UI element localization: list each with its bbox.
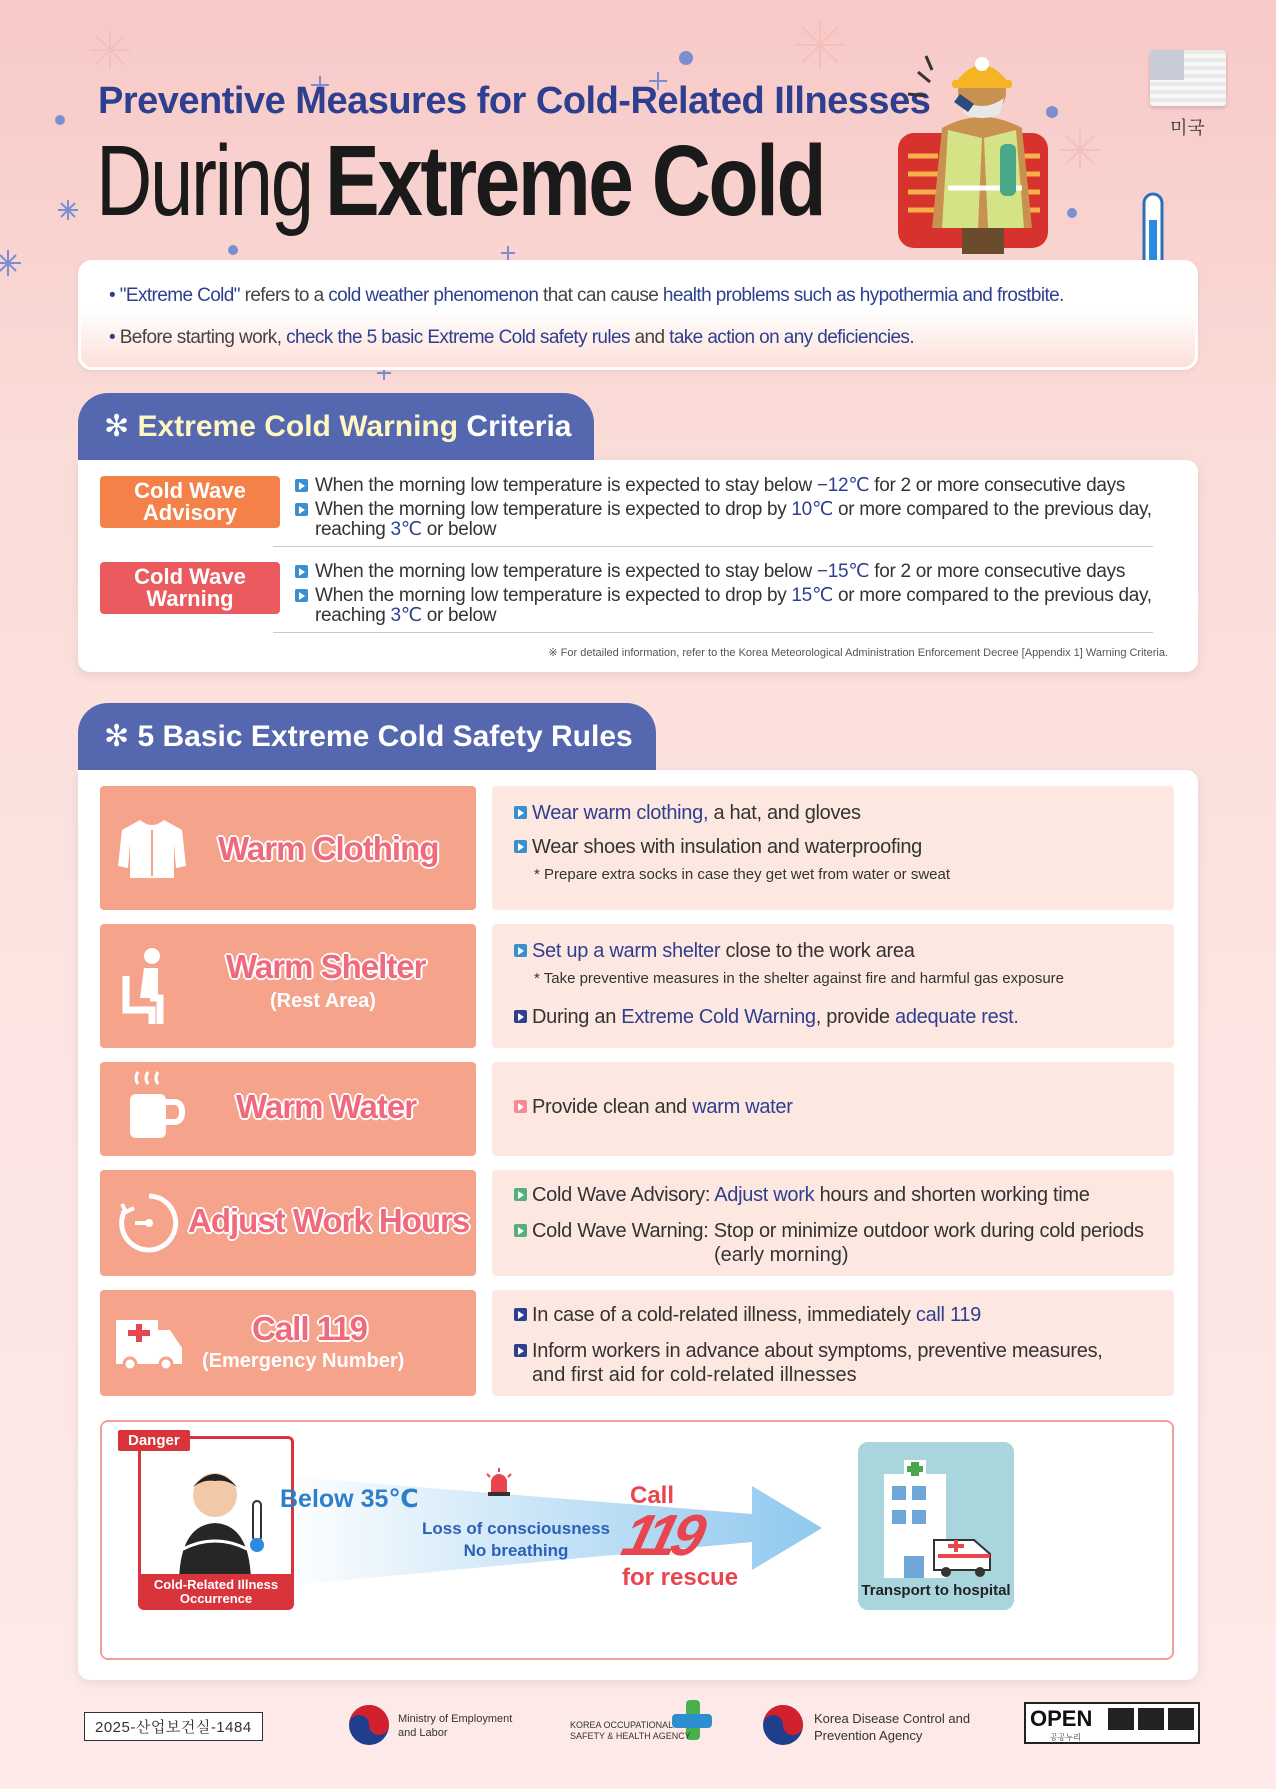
snowflake-icon: ✻ bbox=[104, 720, 130, 753]
mug-icon bbox=[126, 1070, 186, 1146]
hospital-box bbox=[858, 1442, 1014, 1610]
rule-warm-clothing bbox=[100, 786, 476, 910]
advisory-badge bbox=[100, 476, 280, 528]
rules-panel bbox=[78, 770, 1198, 1680]
header-title-light: During bbox=[96, 125, 312, 237]
shivering-person-icon bbox=[165, 1465, 275, 1585]
rule-call-119 bbox=[100, 1290, 476, 1396]
rule-call-119-details bbox=[492, 1290, 1174, 1396]
warning-label: Warning bbox=[146, 586, 234, 611]
list-item: Wear warm clothing, a hat, and gloves bbox=[514, 802, 861, 825]
jacket-icon bbox=[116, 816, 188, 878]
list-item: When the morning low temperature is expected to stay below −15℃ for 2 or more consecutive days bbox=[295, 562, 1152, 582]
rule-title: Adjust Work Hours bbox=[188, 1202, 470, 1239]
warning-criteria bbox=[295, 562, 1152, 626]
criteria-tab-title-suffix: Criteria bbox=[458, 410, 572, 443]
list-item: Provide clean and warm water bbox=[514, 1096, 793, 1119]
emergency-flow bbox=[100, 1420, 1174, 1660]
temperature-threshold: Below 35℃ bbox=[280, 1485, 419, 1513]
license-noderivs-icon bbox=[1168, 1708, 1194, 1730]
divider bbox=[273, 546, 1153, 547]
list-item: Cold Wave Advisory: Adjust work hours and shorten working time bbox=[514, 1184, 1090, 1207]
criteria-tab-title: Extreme Cold Warning bbox=[137, 410, 459, 443]
open-license-badge bbox=[1024, 1702, 1200, 1744]
list-item: Wear shoes with insulation and waterproofing bbox=[514, 836, 922, 859]
moel-name: Ministry of Employment bbox=[398, 1713, 513, 1725]
kosha-name: SAFETY & HEALTH AGENCY bbox=[570, 1731, 691, 1741]
intro-text: refers to a bbox=[239, 285, 329, 306]
moel-name: and Labor bbox=[398, 1727, 448, 1739]
list-item: Inform workers in advance about symptoms, preventive measures, bbox=[514, 1340, 1103, 1363]
header-subtitle: Preventive Measures for Cold-Related Illnesses bbox=[98, 80, 931, 122]
advisory-label: Advisory bbox=[142, 500, 238, 525]
rule-warm-water-details bbox=[492, 1062, 1174, 1156]
ambulance-icon bbox=[114, 1316, 184, 1372]
hospital-label: Transport to hospital bbox=[861, 1582, 1011, 1599]
intro-box bbox=[78, 260, 1198, 370]
rules-tab bbox=[78, 703, 656, 773]
intro-text: that can cause bbox=[538, 285, 663, 306]
seated-person-icon bbox=[120, 946, 170, 1026]
open-sublabel: 공공누리 bbox=[1050, 1733, 1081, 1742]
advisory-criteria bbox=[295, 476, 1152, 540]
license-attribution-icon bbox=[1108, 1708, 1134, 1730]
symptom-text: Loss of consciousness No breathing bbox=[422, 1519, 610, 1560]
rule-adjust-hours-details bbox=[492, 1170, 1174, 1276]
document-code: 2025-산업보건실-1484 bbox=[84, 1712, 263, 1741]
criteria-footnote: ※ For detailed information, refer to the Korea Meteorological Administration Enforcement Decree [Appendix 1] Warning Criteria. bbox=[548, 647, 1168, 659]
criteria-tab bbox=[78, 393, 594, 463]
intro-text: take action on any deficiencies. bbox=[669, 327, 914, 348]
siren-icon bbox=[484, 1468, 514, 1498]
intro-text: Before starting work, bbox=[119, 327, 287, 348]
rule-title: Warm Clothing bbox=[218, 830, 439, 867]
rule-title: Warm Shelter bbox=[226, 948, 426, 985]
danger-tag: Danger bbox=[118, 1430, 190, 1451]
list-item-continued: (early morning) bbox=[714, 1244, 849, 1266]
rule-warm-water bbox=[100, 1062, 476, 1156]
warning-badge bbox=[100, 562, 280, 614]
us-flag-icon bbox=[1150, 50, 1226, 106]
header-title bbox=[96, 126, 933, 236]
license-noncommercial-icon bbox=[1138, 1708, 1164, 1730]
taegeuk-icon bbox=[348, 1704, 390, 1746]
kdca-name: Prevention Agency bbox=[814, 1728, 923, 1743]
call-text: Call bbox=[630, 1482, 675, 1509]
rule-warm-shelter-details bbox=[492, 924, 1174, 1048]
rule-title: Call 119 bbox=[252, 1310, 367, 1347]
list-item-continued: reaching 3℃ or below bbox=[315, 519, 497, 540]
intro-term: "Extreme Cold" bbox=[119, 285, 240, 306]
intro-text: check the 5 basic Extreme Cold safety rules bbox=[286, 327, 630, 348]
rule-subtitle: (Emergency Number) bbox=[202, 1350, 405, 1372]
intro-line-1: • "Extreme Cold" refers to a cold weather phenomenon that can cause health problems such as hypothermia and frostbite. bbox=[109, 285, 1064, 306]
list-item: During an Extreme Cold Warning, provide adequate rest. bbox=[514, 1006, 1019, 1029]
rule-adjust-hours bbox=[100, 1170, 476, 1276]
intro-text: health problems such as hypothermia and frostbite. bbox=[662, 285, 1064, 306]
rules-tab-title: 5 Basic Extreme Cold Safety Rules bbox=[137, 720, 633, 753]
divider bbox=[273, 632, 1153, 633]
rule-subtitle: (Rest Area) bbox=[270, 990, 376, 1012]
list-item: In case of a cold-related illness, immediately call 119 bbox=[514, 1304, 981, 1327]
rule-note: * Prepare extra socks in case they get wet from water or sweat bbox=[534, 866, 951, 883]
advisory-label: Cold Wave bbox=[134, 478, 246, 503]
kosha-name: KOREA OCCUPATIONAL bbox=[570, 1720, 674, 1730]
header-title-bold: Extreme Cold bbox=[324, 125, 824, 237]
intro-text: cold weather phenomenon bbox=[328, 285, 539, 306]
rule-warm-clothing-details bbox=[492, 786, 1174, 910]
list-item: When the morning low temperature is expected to drop by 10℃ or more compared to the previous day, bbox=[295, 500, 1152, 520]
intro-text: and bbox=[629, 327, 670, 348]
rule-note: * Take preventive measures in the shelter against fire and harmful gas exposure bbox=[534, 970, 1065, 987]
intro-line-2: • Before starting work, check the 5 basic Extreme Cold safety rules and take action on any deficiencies. bbox=[109, 327, 914, 348]
warning-label: Cold Wave bbox=[134, 564, 246, 589]
list-item: When the morning low temperature is expected to stay below −12℃ for 2 or more consecutive days bbox=[295, 476, 1152, 496]
rescue-text: for rescue bbox=[622, 1564, 739, 1591]
snowflake-icon: ✻ bbox=[104, 410, 130, 443]
list-item: Cold Wave Warning: Stop or minimize outdoor work during cold periods bbox=[514, 1220, 1144, 1243]
list-item: Set up a warm shelter close to the work area bbox=[514, 940, 915, 963]
criteria-panel bbox=[78, 460, 1198, 672]
flag-label: 미국 bbox=[1170, 118, 1205, 139]
emergency-number: 119 bbox=[615, 1503, 707, 1568]
kdca-name: Korea Disease Control and bbox=[814, 1711, 971, 1726]
taegeuk-icon bbox=[762, 1704, 804, 1746]
occurrence-label: Cold-Related Illness Occurrence bbox=[138, 1574, 294, 1610]
list-item-continued: and first aid for cold-related illnesses bbox=[532, 1364, 857, 1386]
rule-title: Warm Water bbox=[236, 1088, 417, 1125]
rule-warm-shelter bbox=[100, 924, 476, 1048]
list-item: When the morning low temperature is expected to drop by 15℃ or more compared to the previous day, bbox=[295, 586, 1152, 606]
clock-icon bbox=[118, 1192, 180, 1254]
list-item-continued: reaching 3℃ or below bbox=[315, 605, 497, 626]
hospital-icon bbox=[878, 1454, 998, 1578]
worker-illustration bbox=[890, 38, 1080, 258]
open-label: OPEN bbox=[1030, 1706, 1093, 1731]
